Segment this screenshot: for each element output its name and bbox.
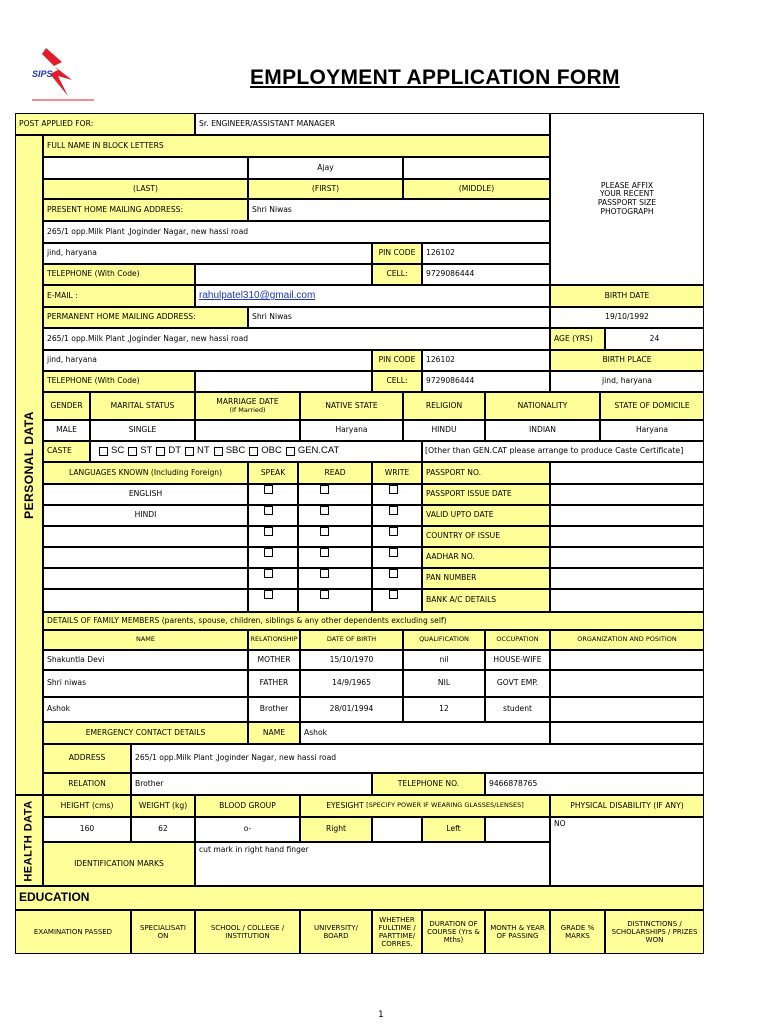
family-header-cell: QUALIFICATION [403,630,485,650]
passport-field-value[interactable] [550,547,704,568]
write-checkbox[interactable] [389,506,398,515]
emergency-blank [550,722,704,744]
emergency-name-value[interactable]: Ashok [300,722,550,744]
first-name-value[interactable]: Ajay [248,157,403,179]
company-logo [28,40,98,102]
religion-header: RELIGION [403,392,485,420]
caste-checkbox[interactable] [99,447,108,456]
family-dob-cell[interactable]: 15/10/1970 [300,650,403,670]
education-header-cell: SCHOOL / COLLEGE / INSTITUTION [195,910,300,954]
read-cell [298,505,372,526]
read-checkbox[interactable] [320,485,329,494]
family-relation-cell[interactable]: Brother [248,697,300,722]
blood-group-value[interactable]: o- [195,817,300,842]
speak-checkbox[interactable] [264,506,273,515]
emergency-relation-label: RELATION [43,773,131,795]
read-checkbox[interactable] [320,590,329,599]
last-name-label: (LAST) [43,179,248,199]
present-address-city[interactable]: jind, haryana [43,243,372,264]
education-header-cell: GRADE % MARKS [550,910,605,954]
passport-field-value[interactable] [550,462,704,484]
email-label: E-MAIL : [43,285,195,307]
family-qual-cell[interactable]: 12 [403,697,485,722]
read-checkbox[interactable] [320,548,329,557]
post-label: POST APPLIED FOR: [15,113,195,135]
emergency-telephone-label: TELEPHONE NO. [372,773,485,795]
family-dob-cell[interactable]: 28/01/1994 [300,697,403,722]
height-value[interactable]: 160 [43,817,131,842]
family-org-cell[interactable] [550,670,704,697]
family-header-cell: DATE OF BIRTH [300,630,403,650]
education-header-cell: WHETHER FULLTIME / PARTTIME/ CORRES. [372,910,422,954]
languages-header: LANGUAGES KNOWN (Including Foreign) [43,462,248,484]
passport-field-value[interactable] [550,505,704,526]
speak-checkbox[interactable] [264,485,273,494]
disability-label: PHYSICAL DISABILITY (IF ANY) [550,795,704,817]
permanent-telephone-label: TELEPHONE (With Code) [43,371,195,392]
speak-cell [248,568,298,589]
emergency-address-value[interactable]: 265/1 opp.Milk Plant ,Joginder Nagar, new hassi road [131,744,704,773]
family-name-cell[interactable]: Shri niwas [43,670,248,697]
identification-marks-value[interactable]: cut mark in right hand finger [195,842,550,886]
eyesight-left-label: Left [422,817,485,842]
family-relation-cell[interactable]: FATHER [248,670,300,697]
domicile-value[interactable]: Haryana [600,420,704,441]
read-cell [298,484,372,505]
birth-place-value[interactable]: jind, haryana [550,371,704,392]
family-name-cell[interactable]: Ashok [43,697,248,722]
family-qual-cell[interactable]: nil [403,650,485,670]
read-checkbox[interactable] [320,506,329,515]
caste-option-st[interactable]: ST [124,446,152,457]
passport-field-label: VALID UPTO DATE [422,505,550,526]
middle-name-value[interactable] [403,157,550,179]
permanent-cell-label: CELL: [372,371,422,392]
caste-checkbox[interactable] [128,447,137,456]
emergency-address-label: ADDRESS [43,744,131,773]
disability-value[interactable]: NO [550,817,704,886]
section-education: EDUCATION [15,886,704,910]
native-state-header: NATIVE STATE [300,392,403,420]
gender-value[interactable]: MALE [43,420,90,441]
read-cell [298,589,372,612]
present-pin-value[interactable]: 126102 [422,243,550,264]
marital-status-value[interactable]: SINGLE [90,420,195,441]
passport-field-label: PASSPORT NO. [422,462,550,484]
native-state-value[interactable]: Haryana [300,420,403,441]
passport-field-value[interactable] [550,568,704,589]
email-value[interactable] [195,285,550,307]
write-header: WRITE [372,462,422,484]
passport-field-label: AADHAR NO. [422,547,550,568]
middle-name-label: (MIDDLE) [403,179,550,199]
family-org-cell[interactable] [550,650,704,670]
nationality-header: NATIONALITY [485,392,600,420]
read-checkbox[interactable] [320,569,329,578]
permanent-address-city[interactable]: jind, haryana [43,350,372,371]
last-name-value[interactable] [43,157,248,179]
eyesight-right-value[interactable] [372,817,422,842]
read-cell [298,547,372,568]
passport-field-value[interactable] [550,526,704,547]
family-details-title: DETAILS OF FAMILY MEMBERS (parents, spouse, children, siblings & any other dependents excluding self) [43,612,704,630]
emergency-telephone-value[interactable]: 9466878765 [485,773,704,795]
eyesight-note: [SPECIFY POWER IF WEARING GLASSES/LENSES] [366,801,524,810]
passport-field-label: PAN NUMBER [422,568,550,589]
page-number: 1 [378,1010,384,1020]
present-telephone-label: TELEPHONE (With Code) [43,264,195,285]
education-header-cell: UNIVERSITY/ BOARD [300,910,372,954]
write-checkbox[interactable] [389,527,398,536]
family-header-cell: OCCUPATION [485,630,550,650]
present-cell-value[interactable]: 9729086444 [422,264,550,285]
emergency-name-label: NAME [248,722,300,744]
caste-checkbox[interactable] [214,447,223,456]
present-address-line1[interactable]: Shri Niwas [248,199,550,221]
section-health-data: HEALTH DATA [15,795,43,886]
family-occ-cell[interactable]: student [485,697,550,722]
speak-cell [248,547,298,568]
age-label: AGE (YRS) [550,328,605,350]
permanent-cell-value[interactable]: 9729086444 [422,371,550,392]
family-dob-cell[interactable]: 14/9/1965 [300,670,403,697]
blood-group-label: BLOOD GROUP [195,795,300,817]
photo-note: PLEASE AFFIX YOUR RECENT PASSPORT SIZE PHOTOGRAPH [597,180,657,216]
caste-checkbox[interactable] [185,447,194,456]
write-checkbox[interactable] [389,548,398,557]
passport-field-label: COUNTRY OF ISSUE [422,526,550,547]
identification-marks-label: IDENTIFICATION MARKS [43,842,195,886]
present-address-line2[interactable]: 265/1 opp.Milk Plant ,Joginder Nagar, new hassi road [43,221,550,243]
page-title: EMPLOYMENT APPLICATION FORM [250,66,620,89]
speak-checkbox[interactable] [264,527,273,536]
write-checkbox[interactable] [389,569,398,578]
caste-checkbox[interactable] [156,447,165,456]
section-personal-data: PERSONAL DATA [15,135,43,795]
read-header: READ [298,462,372,484]
language-name[interactable]: ENGLISH [43,484,248,505]
eyesight-label: EYESIGHT [SPECIFY POWER IF WEARING GLASSES/LENSES] [300,795,550,817]
speak-cell [248,526,298,547]
caste-checkbox[interactable] [249,447,258,456]
write-checkbox[interactable] [389,485,398,494]
passport-field-label: PASSPORT ISSUE DATE [422,484,550,505]
emergency-relation-value[interactable]: Brother [131,773,372,795]
gender-header: GENDER [43,392,90,420]
caste-option-sc[interactable]: SC [95,446,124,457]
caste-option-dt[interactable]: DT [152,446,181,457]
present-address-label: PRESENT HOME MAILING ADDRESS: [43,199,248,221]
speak-checkbox[interactable] [264,569,273,578]
age-value[interactable]: 24 [605,328,704,350]
marriage-date-value[interactable] [195,420,300,441]
eyesight-right-label: Right [300,817,372,842]
speak-cell [248,484,298,505]
speak-header: SPEAK [248,462,298,484]
caste-note: [Other than GEN.CAT please arrange to produce Caste Certificate] [422,441,704,462]
language-name[interactable] [43,589,248,612]
education-header-cell: EXAMINATION PASSED [15,910,131,954]
birth-date-value[interactable]: 19/10/1992 [550,307,704,328]
education-header-cell: SPECIALISATI ON [131,910,195,954]
education-header-cell: DURATION OF COURSE (Yrs & Mths) [422,910,485,954]
language-name[interactable] [43,547,248,568]
read-checkbox[interactable] [320,527,329,536]
photo-box[interactable] [550,113,704,285]
passport-field-value[interactable] [550,589,704,612]
present-cell-label: CELL: [372,264,422,285]
weight-value[interactable]: 62 [131,817,195,842]
present-pin-label: PIN CODE [372,243,422,264]
caste-label: CASTE [43,441,90,462]
passport-field-value[interactable] [550,484,704,505]
write-checkbox[interactable] [389,590,398,599]
caste-option-sbc[interactable]: SBC [210,446,246,457]
family-org-cell[interactable] [550,697,704,722]
speak-cell [248,505,298,526]
email-link[interactable]: rahulpatel310@gmail.com [199,290,316,302]
full-name-label: FULL NAME IN BLOCK LETTERS [43,135,550,157]
post-value[interactable]: Sr. ENGINEER/ASSISTANT MANAGER [195,113,550,135]
present-telephone-value[interactable] [195,264,372,285]
education-header-cell: MONTH & YEAR OF PASSING [485,910,550,954]
language-name[interactable] [43,526,248,547]
marriage-date-header: MARRIAGE DATE (If Married) [195,392,300,420]
language-name[interactable] [43,568,248,589]
caste-checkbox[interactable] [286,447,295,456]
birth-date-label: BIRTH DATE [550,285,704,307]
permanent-pin-label: PIN CODE [372,350,422,371]
permanent-address-label: PERMANENT HOME MAILING ADDRESS: [43,307,248,328]
caste-option-nt[interactable]: NT [181,446,210,457]
emergency-contact-label: EMERGENCY CONTACT DETAILS [43,722,248,744]
height-label: HEIGHT (cms) [43,795,131,817]
nationality-value[interactable]: INDIAN [485,420,600,441]
read-cell [298,526,372,547]
logo-text: SIPS [32,69,53,79]
family-header-cell: NAME [43,630,248,650]
domicile-header: STATE OF DOMICILE [600,392,704,420]
speak-checkbox[interactable] [264,590,273,599]
family-relation-cell[interactable]: MOTHER [248,650,300,670]
family-header-cell: RELATIONSHIP [248,630,300,650]
family-qual-cell[interactable]: NIL [403,670,485,697]
family-occ-cell[interactable]: HOUSE-WIFE [485,650,550,670]
marital-status-header: MARITAL STATUS [90,392,195,420]
speak-cell [248,589,298,612]
religion-value[interactable]: HINDU [403,420,485,441]
caste-option-obc[interactable]: OBC [245,446,282,457]
caste-options [90,441,422,462]
weight-label: WEIGHT (kg) [131,795,195,817]
education-header-cell: DISTINCTIONS / SCHOLARSHIPS / PRIZES WON [605,910,704,954]
speak-checkbox[interactable] [264,548,273,557]
permanent-pin-value[interactable]: 126102 [422,350,550,371]
family-header-cell: ORGANIZATION AND POSITION [550,630,704,650]
family-name-cell[interactable]: Shakuntla Devi [43,650,248,670]
language-name[interactable]: HINDI [43,505,248,526]
read-cell [298,568,372,589]
permanent-address-line2[interactable]: 265/1 opp.Milk Plant ,Joginder Nagar, new hassi road [43,328,550,350]
eyesight-left-value[interactable] [485,817,550,842]
permanent-telephone-value[interactable] [195,371,372,392]
family-occ-cell[interactable]: GOVT EMP. [485,670,550,697]
permanent-address-line1[interactable]: Shri Niwas [248,307,550,328]
passport-field-label: BANK A/C DETAILS [422,589,550,612]
first-name-label: (FIRST) [248,179,403,199]
birth-place-label: BIRTH PLACE [550,350,704,371]
caste-option-gen[interactable]: GEN.CAT [282,446,340,457]
